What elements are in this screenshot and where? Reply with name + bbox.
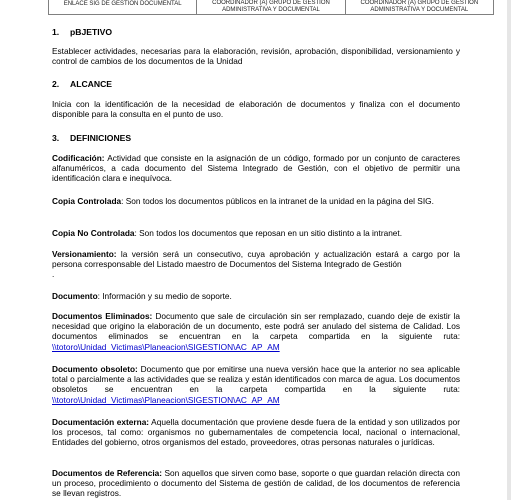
section-title: ALCANCE bbox=[70, 79, 113, 89]
signature-header-table bbox=[48, 0, 494, 15]
header-cell-enlace: ENLACE SIG DE GESTIÓN DOCUMENTAL bbox=[49, 0, 197, 15]
definition-term: Versionamiento: bbox=[52, 249, 117, 259]
definition-documento bbox=[52, 291, 460, 301]
definition-text: Son aquellos que sirven como base, soporte o que guardan relación directa con un proceso, procedimiento o documento del Sistema de gestión de calidad, de los documentos de referencia se llevan registros. bbox=[52, 468, 460, 499]
alcance-text: Inicia con la identificación de la necesidad de elaboración de documentos y finaliza con el documento disponible para la consulta en el punto de uso. bbox=[52, 99, 460, 120]
section-title: pBJETIVO bbox=[70, 27, 113, 37]
objetivo-text: Establecer actividades, necesarias para la elaboración, revisión, aprobación, disponibilidad, versionamiento y control de cambios de los documentos de la Unidad bbox=[52, 46, 460, 67]
definition-text: : Son todos los documentos que reposan en un sitio distinto a la intranet. bbox=[134, 228, 403, 238]
section-alcance-body bbox=[52, 99, 460, 119]
vertical-scrollbar[interactable] bbox=[507, 0, 511, 500]
definition-term: Codificación: bbox=[52, 153, 105, 163]
section-definiciones-heading bbox=[52, 133, 460, 143]
definition-documentos-referencia bbox=[52, 468, 460, 499]
stray-period: . bbox=[52, 269, 55, 280]
definition-term: Documentos de Referencia: bbox=[52, 468, 163, 478]
definition-text: Aquella documentación que proviene desde fuera de la entidad y son utilizados por los procesos, tal como: organismos no gubernamentales de competencia local, nacional o internacional, Entidades del gobierno, otros organismos del estado, proveedores, otras personas naturales o jurídicas. bbox=[52, 417, 460, 448]
definition-term: Documento bbox=[52, 291, 98, 301]
header-cell-coordinador-2: COORDINADOR (A) GRUPO DE GESTIÓN ADMINISTRATIVA Y DOCUMENTAL bbox=[345, 0, 493, 15]
definition-documentos-eliminados bbox=[52, 311, 460, 352]
definition-term: Documentos Eliminados: bbox=[52, 311, 153, 321]
definition-term: Copia Controlada bbox=[52, 196, 122, 206]
definition-copia-controlada bbox=[52, 196, 460, 206]
section-objetivo-body bbox=[52, 46, 460, 66]
header-cell-coordinador-1: COORDINADOR (A) GRUPO DE GESTIÓN ADMINISTRATIVA Y DOCUMENTAL bbox=[197, 0, 345, 15]
network-path-link[interactable]: \\totoro\Unidad_Victimas\Planeacion\SIGESTION\AC_AP_AM bbox=[52, 341, 280, 352]
section-objetivo-heading bbox=[52, 27, 460, 37]
section-title: DEFINICIONES bbox=[70, 133, 132, 143]
section-number: 2. bbox=[52, 79, 60, 89]
definition-term: Documento obsoleto: bbox=[52, 364, 138, 374]
definition-documentacion-externa bbox=[52, 417, 460, 448]
definition-copia-no-controlada bbox=[52, 228, 460, 238]
section-number: 3. bbox=[52, 133, 60, 143]
definition-codificacion bbox=[52, 153, 460, 184]
definition-versionamiento bbox=[52, 249, 460, 280]
section-alcance-heading bbox=[52, 79, 460, 89]
definition-text: Documento que por emitirse una nueva versión hace que la anterior no sea aplicable total o parcialmente a las actividades que se realiza y están identificados con marca de agua. Los documentos obsoletos se encuentran en la carpeta compartida en la siguiente ruta: bbox=[52, 364, 460, 395]
network-path-link[interactable]: \\totoro\Unidad_Victimas\Planeacion\SIGESTION\AC_AP_AM bbox=[52, 394, 280, 405]
definition-documento-obsoleto bbox=[52, 364, 460, 405]
definition-text: : Son todos los documentos públicos en la intranet de la unidad en la página del SIG. bbox=[121, 196, 434, 206]
definition-text: Actividad que consiste en la asignación de un código, formado por un conjunto de caracteres alfanuméricos, a cada documento del Sistema Integrado de Gestión, con el objetivo de permitir una identificación clara e inequívoca. bbox=[52, 153, 460, 184]
definition-text: Documento que sale de circulación sin ser remplazado, cuando deje de existir la necesidad que origino la elaboración de un documento, este podrá ser anulado del sistema de Calidad. Los documentos eliminados se encuentran en la carpeta compartida en la siguiente ruta: bbox=[52, 311, 460, 342]
definition-text: la versión será un consecutivo, cuya aprobación y actualización estará a cargo por la persona corresponsable del Listado maestro de Documentos del Sistema Integrado de Gestión bbox=[52, 249, 460, 270]
definition-text: : Información y su medio de soporte. bbox=[97, 291, 232, 301]
definition-term: Copia No Controlada bbox=[52, 228, 135, 238]
section-number: 1. bbox=[52, 27, 60, 37]
definition-term: Documentación externa: bbox=[52, 417, 150, 427]
